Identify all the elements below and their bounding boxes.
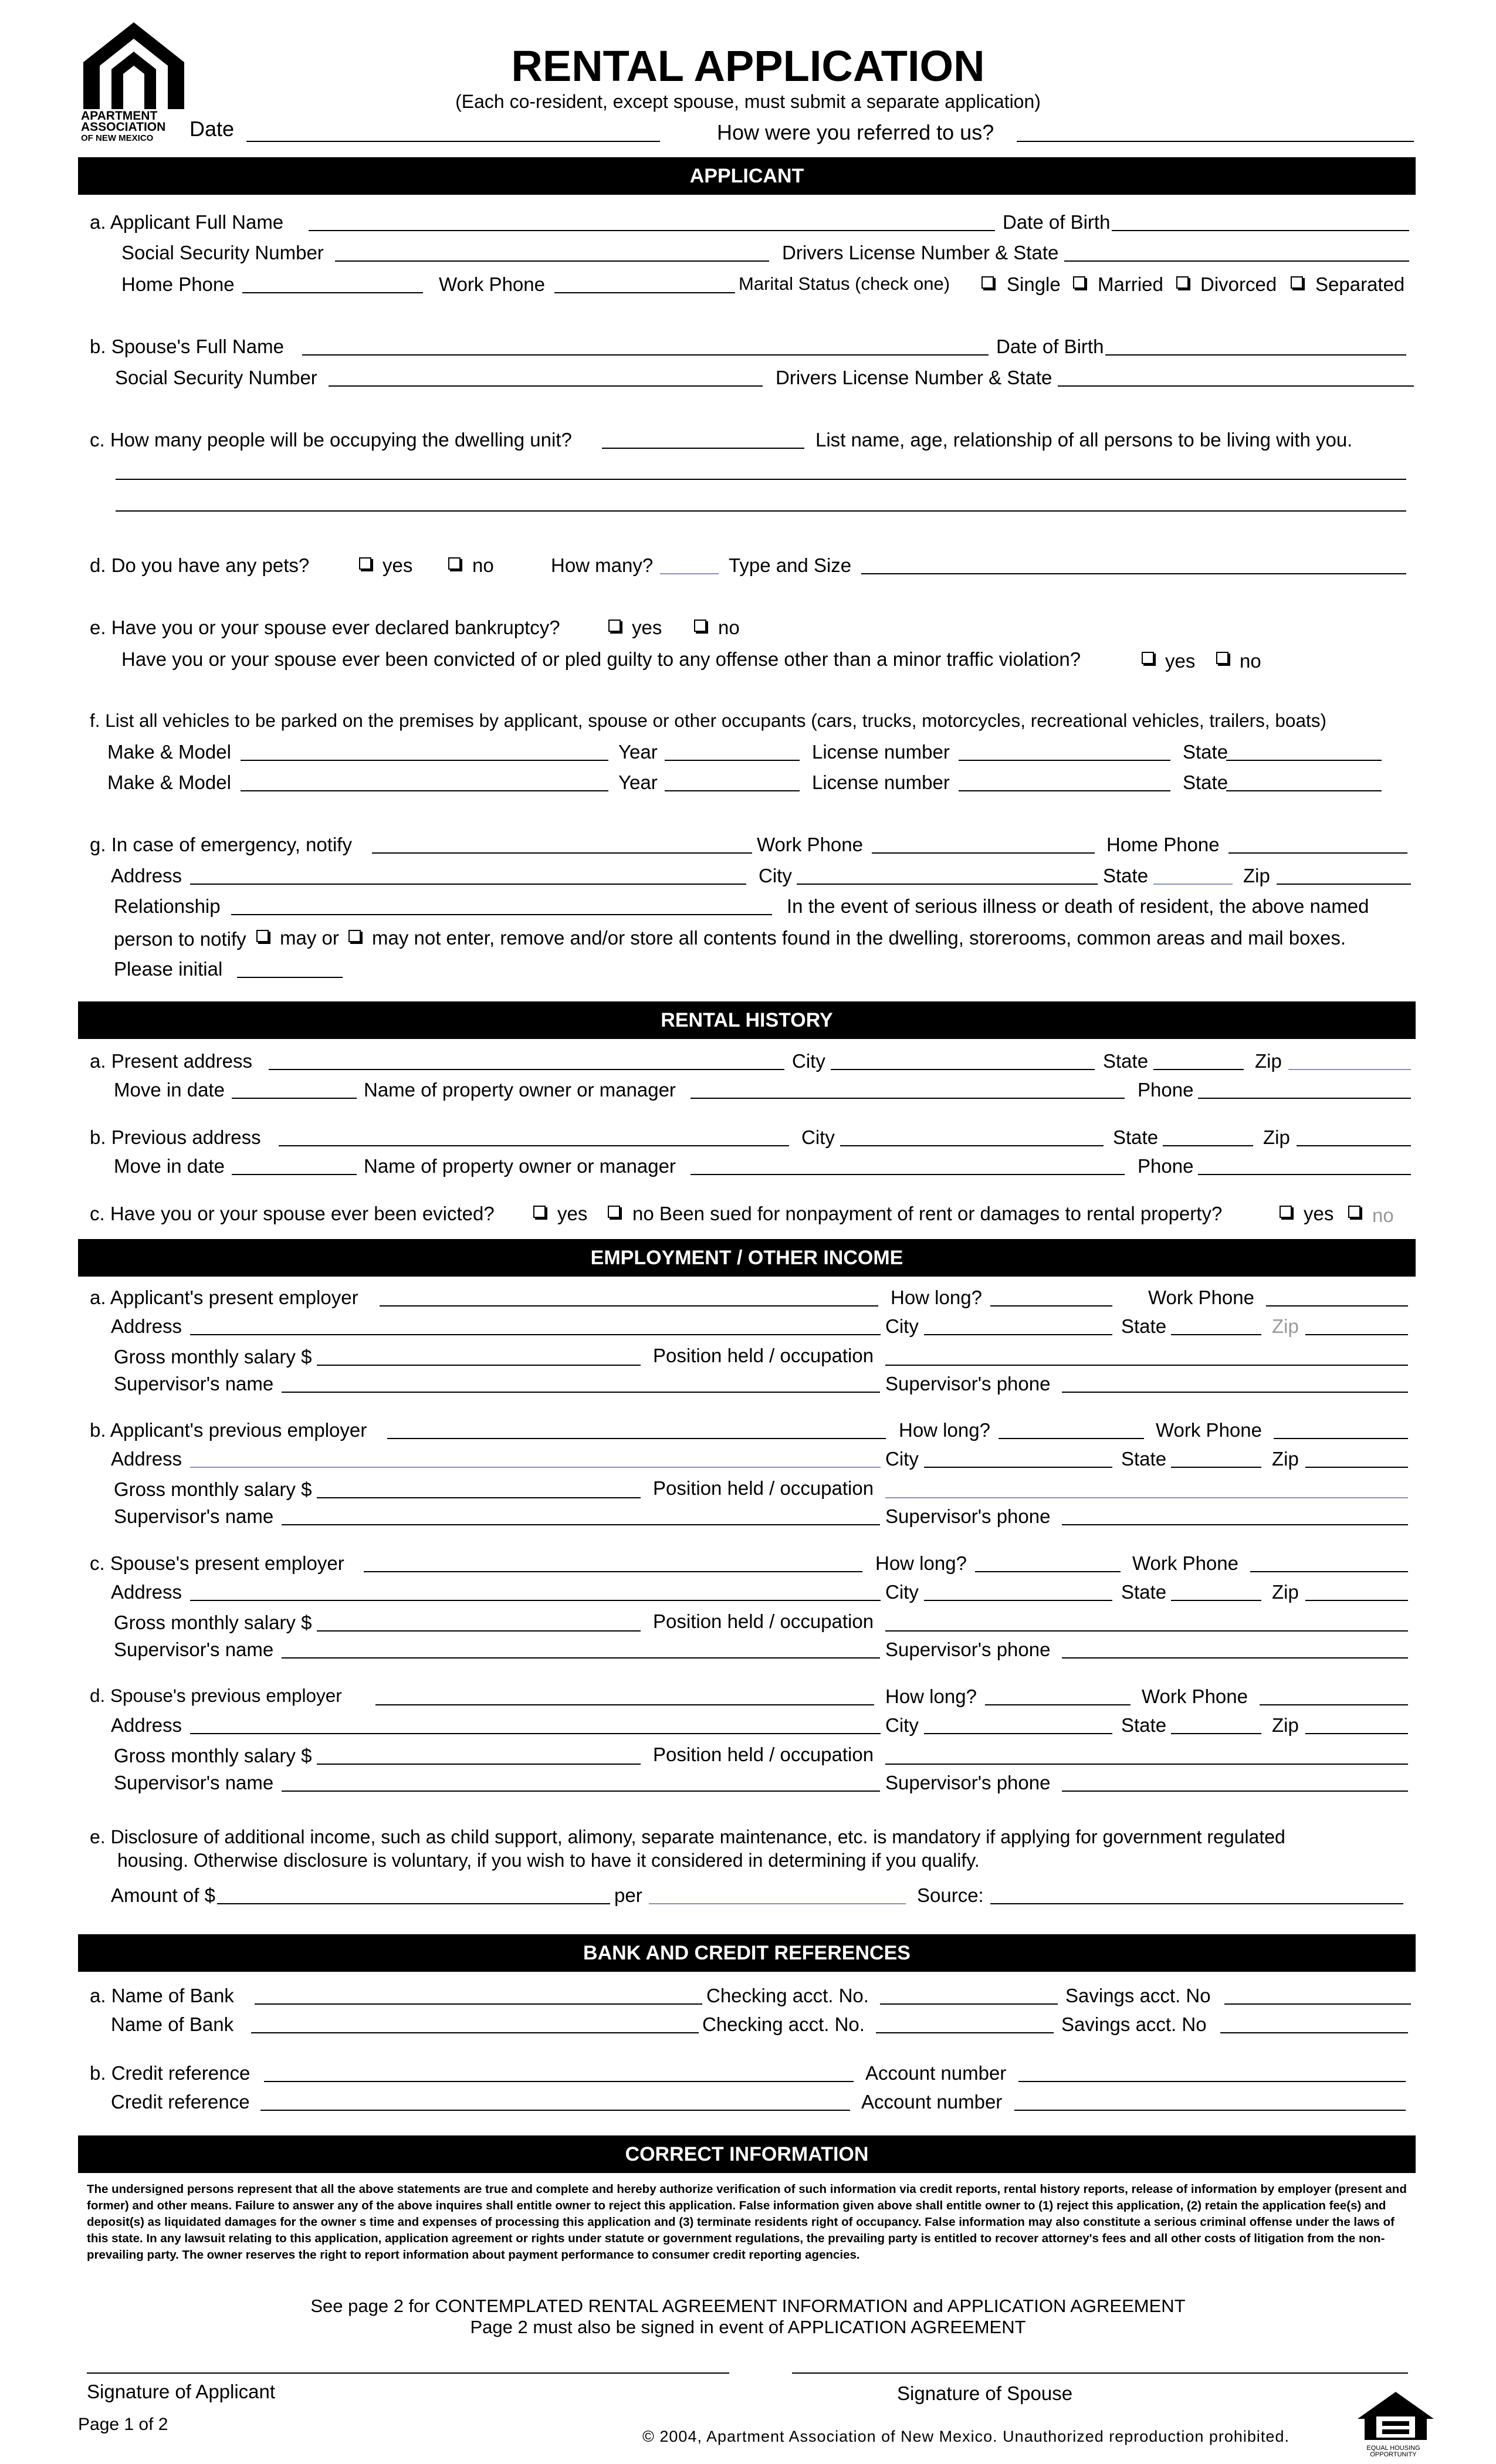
emp-d-supervisor-field[interactable]	[282, 1791, 880, 1792]
present-city-label: City	[792, 1050, 825, 1072]
emergency-event-text: In the event of serious illness or death of resident, the above named	[787, 895, 1369, 917]
spouse-dob-field[interactable]	[1105, 354, 1406, 356]
evicted-yes-label: yes	[557, 1203, 588, 1224]
previous-city-field[interactable]	[840, 1145, 1104, 1146]
bank2-savings-field[interactable]	[1220, 2032, 1408, 2033]
emp-d-work-phone-label: Work Phone	[1142, 1685, 1248, 1707]
source-field[interactable]	[990, 1903, 1403, 1904]
may-not-checkbox[interactable]	[348, 930, 361, 942]
emp-d-address-label: Address	[111, 1714, 182, 1736]
emp-a-state-field[interactable]	[1171, 1334, 1261, 1335]
emp-b-employer-field[interactable]	[387, 1438, 886, 1439]
credit2-field[interactable]	[260, 2110, 850, 2111]
credit1-field[interactable]	[264, 2081, 854, 2082]
page-number: Page 1 of 2	[78, 2415, 168, 2434]
emp-d-supervisor-label: Supervisor's name	[114, 1772, 274, 1793]
emp-c-work-phone-label: Work Phone	[1132, 1552, 1238, 1574]
occupants-line-1[interactable]	[116, 479, 1406, 480]
vehicle1-state-label: State	[1183, 741, 1228, 763]
bankruptcy-no-label: no	[718, 617, 740, 638]
date-label: Date	[189, 117, 235, 141]
present-move-in-label: Move in date	[114, 1079, 225, 1101]
emp-b-work-phone-field[interactable]	[1274, 1438, 1408, 1439]
married-label: Married	[1098, 273, 1163, 295]
emp-d-position-label: Position held / occupation	[653, 1744, 874, 1765]
bank1-checking-label: Checking acct. No.	[706, 1985, 869, 2006]
emp-a-state-label: State	[1121, 1315, 1167, 1337]
present-owner-field[interactable]	[691, 1098, 1125, 1099]
emp-c-sup-phone-label: Supervisor's phone	[885, 1639, 1051, 1660]
vehicle1-year-label: Year	[618, 741, 658, 763]
emp-c-gross-label: Gross monthly salary $	[114, 1612, 312, 1633]
emergency-name-field[interactable]	[372, 852, 752, 854]
emp-b-gross-field[interactable]	[317, 1497, 641, 1498]
disclosure-text-2: housing. Otherwise disclosure is voluntary, if you wish to have it considered in determining if you qualify.	[117, 1850, 980, 1871]
previous-address-field[interactable]	[279, 1145, 789, 1146]
vehicle2-license-field[interactable]	[959, 790, 1170, 791]
emp-a-city-field[interactable]	[924, 1334, 1112, 1335]
present-zip-label: Zip	[1255, 1050, 1282, 1072]
emp-b-city-field[interactable]	[924, 1467, 1112, 1468]
emp-d-city-label: City	[885, 1714, 919, 1736]
per-label: per	[614, 1884, 642, 1906]
bank2-checking-label: Checking acct. No.	[702, 2013, 865, 2035]
amount-field[interactable]	[217, 1903, 610, 1904]
emp-a-address-label: Address	[111, 1315, 182, 1337]
applicant-ssn-field[interactable]	[335, 260, 769, 262]
emp-b-zip-field[interactable]	[1305, 1467, 1408, 1468]
pets-type-label: Type and Size	[729, 554, 852, 576]
previous-address-label: b. Previous address	[90, 1126, 261, 1148]
previous-owner-label: Name of property owner or manager	[364, 1155, 676, 1177]
previous-zip-label: Zip	[1263, 1126, 1290, 1148]
credit1-label: b. Credit reference	[90, 2062, 251, 2084]
emp-c-position-field[interactable]	[885, 1630, 1408, 1632]
single-checkbox[interactable]	[981, 276, 994, 289]
fine-print: The undersigned persons represent that all the above statements are true and complete and hereby authorize verification of such information via credit reports, rental history reports, release of information by employer (present and former) and other means. Failure to answer any of the above inquires shall entitle owner to reject this application. False information given above shall entitle owner to (1) reject this application, (2) retain the application fee(s) and deposit(s) as liquidated damages for the owner s time and expenses of processing this application and (3) terminate residents right of occupancy. False information may also constitute a serious criminal offense under the laws of this state. In any lawsuit relating to this application, application agreement or rights under statute or government regulations, the prevailing party is entitled to recover attorney's fees and all other costs of litigation from the non-prevailing party. The owner reserves the right to report information about payment performance to consumer credit reporting agencies.	[87, 2182, 1407, 2262]
emp-a-sup-phone-label: Supervisor's phone	[885, 1373, 1051, 1395]
emp-a-work-phone-field[interactable]	[1266, 1305, 1408, 1307]
emp-c-address-field[interactable]	[190, 1600, 881, 1601]
emp-a-label: a. Applicant's present employer	[90, 1287, 358, 1308]
sued-no-checkbox[interactable]	[1348, 1206, 1360, 1218]
applicant-name-label: a. Applicant Full Name	[90, 211, 284, 233]
present-state-label: State	[1103, 1050, 1149, 1072]
present-address-label: a. Present address	[90, 1050, 252, 1072]
bankruptcy-yes-checkbox[interactable]	[608, 620, 621, 632]
bankruptcy-no-checkbox[interactable]	[694, 620, 706, 632]
conviction-no-label: no	[1240, 650, 1261, 672]
emp-a-zip-field[interactable]	[1305, 1334, 1408, 1335]
pets-no-label: no	[472, 554, 494, 576]
emp-a-city-label: City	[885, 1315, 919, 1337]
emp-a-position-label: Position held / occupation	[653, 1345, 874, 1366]
emp-c-city-field[interactable]	[924, 1600, 1112, 1601]
emergency-question: g. In case of emergency, notify	[90, 834, 352, 855]
spouse-dl-label: Drivers License Number & State	[776, 367, 1052, 388]
spouse-dl-field[interactable]	[1058, 385, 1414, 387]
emp-a-sup-phone-field[interactable]	[1062, 1392, 1408, 1393]
section-applicant: APPLICANT	[78, 157, 1416, 195]
occupants-count-field[interactable]	[602, 448, 804, 449]
vehicle2-make-label: Make & Model	[107, 771, 231, 793]
emp-d-label: d. Spouse's previous employer	[90, 1685, 342, 1706]
applicant-dob-field[interactable]	[1112, 230, 1409, 231]
emp-c-gross-field[interactable]	[317, 1630, 641, 1632]
emp-a-employer-field[interactable]	[380, 1305, 878, 1307]
pets-no-checkbox[interactable]	[448, 557, 461, 570]
equal-housing-text: EQUAL HOUSING OPPORTUNITY	[1366, 2445, 1420, 2458]
emp-b-state-field[interactable]	[1171, 1467, 1261, 1468]
emergency-work-phone-field[interactable]	[872, 852, 1095, 854]
work-phone-field[interactable]	[554, 292, 735, 293]
emp-d-sup-phone-label: Supervisor's phone	[885, 1772, 1051, 1793]
equal-housing-icon	[1355, 2391, 1436, 2446]
present-address-field[interactable]	[269, 1069, 784, 1070]
present-phone-label: Phone	[1138, 1079, 1194, 1101]
spouse-name-label: b. Spouse's Full Name	[90, 336, 284, 357]
section-rental-history: RENTAL HISTORY	[78, 1001, 1416, 1039]
emp-d-gross-label: Gross monthly salary $	[114, 1745, 312, 1766]
emp-a-how-long-label: How long?	[891, 1287, 982, 1308]
applicant-name-field[interactable]	[309, 230, 995, 231]
previous-state-label: State	[1113, 1126, 1159, 1148]
applicant-dl-field[interactable]	[1064, 260, 1409, 262]
emp-b-supervisor-field[interactable]	[282, 1524, 880, 1525]
vehicle1-license-label: License number	[812, 741, 950, 763]
emp-d-how-long-field[interactable]	[985, 1704, 1131, 1705]
vehicle2-year-field[interactable]	[665, 790, 800, 791]
separated-checkbox[interactable]	[1291, 276, 1303, 289]
bank1-name-field[interactable]	[255, 2003, 702, 2005]
emp-d-employer-field[interactable]	[375, 1704, 874, 1705]
emp-c-supervisor-field[interactable]	[282, 1657, 880, 1659]
referred-label: How were you referred to us?	[717, 120, 994, 144]
vehicle1-make-field[interactable]	[241, 760, 608, 761]
bank2-checking-field[interactable]	[876, 2032, 1054, 2033]
emergency-zip-field[interactable]	[1277, 884, 1411, 885]
vehicle2-state-field[interactable]	[1226, 790, 1382, 791]
pets-question: d. Do you have any pets?	[90, 554, 310, 576]
emp-c-employer-field[interactable]	[364, 1571, 862, 1572]
emp-d-state-field[interactable]	[1171, 1733, 1261, 1734]
emp-b-address-label: Address	[111, 1448, 182, 1470]
copyright: © 2004, Apartment Association of New Mexico. Unauthorized reproduction prohibited.	[642, 2428, 1289, 2445]
pets-yes-label: yes	[383, 554, 413, 576]
emergency-relationship-field[interactable]	[231, 914, 772, 915]
applicant-ssn-label: Social Security Number	[121, 242, 324, 263]
emp-b-address-field[interactable]	[190, 1467, 881, 1468]
married-checkbox[interactable]	[1073, 276, 1085, 289]
emp-a-position-field[interactable]	[885, 1365, 1408, 1366]
credit2-label: Credit reference	[111, 2091, 250, 2113]
emergency-address-label: Address	[111, 865, 182, 886]
emp-a-gross-field[interactable]	[317, 1365, 641, 1366]
applicant-dl-label: Drivers License Number & State	[782, 242, 1059, 263]
emp-b-work-phone-label: Work Phone	[1156, 1419, 1262, 1441]
may-or-label: may or	[280, 927, 339, 949]
emp-b-zip-label: Zip	[1272, 1448, 1299, 1470]
emp-c-label: c. Spouse's present employer	[90, 1552, 344, 1574]
evicted-question: c. Have you or your spouse ever been evicted?	[90, 1203, 495, 1224]
emp-d-gross-field[interactable]	[317, 1764, 641, 1765]
date-field[interactable]	[246, 141, 660, 142]
occupants-question: c. How many people will be occupying the dwelling unit?	[90, 429, 572, 451]
amount-label: Amount of $	[111, 1884, 215, 1906]
vehicles-question: f. List all vehicles to be parked on the premises by applicant, spouse or other occupants (cars, trucks, motorcycles, recreational vehicles, trailers, boats)	[90, 710, 1326, 731]
emp-c-state-field[interactable]	[1171, 1600, 1261, 1601]
please-initial-label: Please initial	[114, 958, 223, 980]
emp-c-state-label: State	[1121, 1581, 1167, 1603]
emp-b-how-long-label: How long?	[899, 1419, 990, 1441]
conviction-yes-label: yes	[1165, 650, 1196, 672]
emp-b-position-field[interactable]	[885, 1497, 1408, 1498]
evicted-yes-checkbox[interactable]	[533, 1206, 546, 1218]
emp-a-work-phone-label: Work Phone	[1148, 1287, 1254, 1308]
sued-question: no Been sued for nonpayment of rent or damages to rental property?	[632, 1203, 1223, 1224]
separated-label: Separated	[1315, 273, 1405, 295]
emp-b-sup-phone-field[interactable]	[1062, 1524, 1408, 1525]
bankruptcy-question: e. Have you or your spouse ever declared bankruptcy?	[90, 617, 560, 638]
present-phone-field[interactable]	[1198, 1098, 1411, 1099]
divorced-label: Divorced	[1200, 273, 1277, 295]
emergency-state-field[interactable]	[1153, 884, 1233, 885]
emp-a-gross-label: Gross monthly salary $	[114, 1346, 312, 1368]
emp-a-zip-label: Zip	[1272, 1315, 1299, 1337]
emp-c-city-label: City	[885, 1581, 919, 1603]
emp-b-gross-label: Gross monthly salary $	[114, 1478, 312, 1500]
previous-move-in-label: Move in date	[114, 1155, 225, 1177]
previous-phone-field[interactable]	[1198, 1174, 1411, 1175]
bank1-savings-field[interactable]	[1224, 2003, 1411, 2005]
referred-field[interactable]	[1017, 141, 1414, 142]
evicted-no-checkbox[interactable]	[608, 1206, 620, 1218]
pets-how-many-label: How many?	[551, 554, 654, 576]
vehicle2-license-label: License number	[812, 771, 950, 793]
emp-d-position-field[interactable]	[885, 1764, 1408, 1765]
occupants-line-2[interactable]	[116, 510, 1406, 512]
person-to-notify-label: person to notify	[114, 928, 246, 950]
logo-text: APARTMENT ASSOCIATION OF NEW MEXICO	[81, 109, 166, 143]
pets-type-field[interactable]	[861, 573, 1406, 574]
previous-move-in-field[interactable]	[232, 1174, 357, 1175]
emp-a-address-field[interactable]	[190, 1334, 881, 1335]
emergency-zip-label: Zip	[1243, 865, 1270, 886]
vehicle1-state-field[interactable]	[1226, 760, 1382, 761]
bank2-name-field[interactable]	[251, 2032, 699, 2033]
sued-yes-checkbox[interactable]	[1280, 1206, 1292, 1218]
emp-c-address-label: Address	[111, 1581, 182, 1603]
emergency-city-field[interactable]	[797, 884, 1098, 885]
emergency-home-phone-field[interactable]	[1228, 852, 1407, 854]
disclosure-text-1: e. Disclosure of additional income, such as child support, alimony, separate maintenance, etc. is mandatory if applying for government regulated	[90, 1826, 1285, 1847]
spouse-ssn-field[interactable]	[329, 385, 763, 387]
bankruptcy-yes-label: yes	[632, 617, 662, 638]
emp-a-supervisor-label: Supervisor's name	[114, 1373, 274, 1395]
marital-label: Marital Status (check one)	[739, 273, 950, 294]
emp-a-how-long-field[interactable]	[990, 1305, 1112, 1307]
present-owner-label: Name of property owner or manager	[364, 1079, 676, 1101]
page-2-signed-text: Page 2 must also be signed in event of APPLICATION AGREEMENT	[470, 2317, 1026, 2337]
previous-zip-field[interactable]	[1297, 1145, 1411, 1146]
vehicle1-year-field[interactable]	[665, 760, 800, 761]
home-phone-label: Home Phone	[121, 273, 235, 295]
emergency-work-phone-label: Work Phone	[757, 834, 863, 855]
vehicle2-make-field[interactable]	[241, 790, 608, 791]
applicant-dob-label: Date of Birth	[1003, 211, 1111, 233]
emergency-home-phone-label: Home Phone	[1106, 834, 1220, 855]
emp-d-address-field[interactable]	[190, 1733, 881, 1734]
work-phone-label: Work Phone	[439, 273, 545, 295]
emp-d-state-label: State	[1121, 1714, 1167, 1736]
previous-owner-field[interactable]	[691, 1174, 1125, 1175]
credit2-account-field[interactable]	[1014, 2110, 1406, 2111]
present-city-field[interactable]	[831, 1069, 1095, 1070]
emp-b-city-label: City	[885, 1448, 919, 1470]
bank1-name-label: a. Name of Bank	[90, 1985, 234, 2006]
emp-c-sup-phone-field[interactable]	[1062, 1657, 1408, 1659]
conviction-no-checkbox[interactable]	[1216, 652, 1228, 664]
emp-d-sup-phone-field[interactable]	[1062, 1791, 1408, 1792]
emp-c-zip-field[interactable]	[1305, 1600, 1408, 1601]
emergency-address-field[interactable]	[190, 884, 746, 885]
spouse-signature-field[interactable]	[792, 2372, 1408, 2374]
page-title: RENTAL APPLICATION	[511, 42, 985, 90]
spouse-ssn-label: Social Security Number	[115, 367, 317, 388]
emp-b-position-label: Position held / occupation	[653, 1477, 874, 1499]
previous-phone-label: Phone	[1138, 1155, 1194, 1177]
emp-c-position-label: Position held / occupation	[653, 1610, 874, 1632]
credit2-account-label: Account number	[861, 2091, 1003, 2113]
present-state-field[interactable]	[1153, 1069, 1244, 1070]
vehicle2-year-label: Year	[618, 771, 658, 793]
previous-state-field[interactable]	[1163, 1145, 1253, 1146]
divorced-checkbox[interactable]	[1176, 276, 1189, 289]
emergency-relationship-label: Relationship	[114, 895, 221, 917]
emp-b-sup-phone-label: Supervisor's phone	[885, 1505, 1051, 1527]
emp-b-supervisor-label: Supervisor's name	[114, 1505, 274, 1527]
vehicle1-license-field[interactable]	[959, 760, 1170, 761]
emp-b-state-label: State	[1121, 1448, 1167, 1470]
vehicle1-make-label: Make & Model	[107, 741, 231, 763]
emp-a-supervisor-field[interactable]	[282, 1392, 880, 1393]
pets-how-many-field[interactable]	[660, 573, 719, 574]
section-employment: EMPLOYMENT / OTHER INCOME	[78, 1239, 1416, 1277]
applicant-signature-label: Signature of Applicant	[87, 2381, 276, 2402]
credit1-account-field[interactable]	[1018, 2081, 1406, 2082]
sued-yes-label: yes	[1304, 1203, 1334, 1224]
applicant-signature-field[interactable]	[87, 2372, 729, 2374]
emp-c-how-long-label: How long?	[875, 1552, 967, 1574]
spouse-signature-label: Signature of Spouse	[897, 2382, 1073, 2404]
previous-city-label: City	[801, 1126, 835, 1148]
spouse-name-field[interactable]	[302, 354, 989, 356]
see-page-2-text: See page 2 for CONTEMPLATED RENTAL AGREEMENT INFORMATION and APPLICATION AGREEMENT	[310, 2296, 1186, 2316]
pets-yes-checkbox[interactable]	[359, 557, 371, 570]
may-not-text: may not enter, remove and/or store all contents found in the dwelling, storerooms, common areas and mail boxes.	[372, 927, 1346, 949]
emp-c-how-long-field[interactable]	[975, 1571, 1121, 1572]
emp-d-work-phone-field[interactable]	[1260, 1704, 1408, 1705]
emp-d-zip-field[interactable]	[1305, 1733, 1408, 1734]
present-move-in-field[interactable]	[232, 1098, 357, 1099]
spouse-dob-label: Date of Birth	[996, 336, 1104, 357]
sued-no-label: no	[1372, 1204, 1394, 1226]
source-label: Source:	[917, 1884, 984, 1906]
conviction-yes-checkbox[interactable]	[1142, 652, 1154, 664]
bank1-savings-label: Savings acct. No	[1065, 1985, 1211, 2006]
bank2-savings-label: Savings acct. No	[1061, 2013, 1207, 2035]
emp-d-how-long-label: How long?	[885, 1685, 977, 1707]
home-phone-field[interactable]	[242, 292, 423, 293]
page-subtitle: (Each co-resident, except spouse, must submit a separate application)	[455, 91, 1041, 112]
may-checkbox[interactable]	[256, 930, 269, 942]
present-zip-field[interactable]	[1288, 1069, 1411, 1070]
section-correct-information: CORRECT INFORMATION	[78, 2135, 1416, 2173]
occupants-list-label: List name, age, relationship of all persons to be living with you.	[815, 429, 1353, 451]
per-field[interactable]	[649, 1903, 906, 1904]
credit1-account-label: Account number	[865, 2062, 1007, 2084]
section-bank: BANK AND CREDIT REFERENCES	[78, 1934, 1416, 1972]
emp-c-zip-label: Zip	[1272, 1581, 1299, 1603]
emp-b-how-long-field[interactable]	[999, 1438, 1144, 1439]
emp-d-city-field[interactable]	[924, 1733, 1112, 1734]
initial-field[interactable]	[237, 977, 343, 978]
emp-d-zip-label: Zip	[1272, 1714, 1299, 1736]
emp-c-work-phone-field[interactable]	[1250, 1571, 1408, 1572]
conviction-question: Have you or your spouse ever been convicted of or pled guilty to any offense other than a minor traffic violation?	[121, 648, 1081, 670]
bank2-name-label: Name of Bank	[111, 2013, 234, 2035]
bank1-checking-field[interactable]	[880, 2003, 1058, 2005]
emp-b-label: b. Applicant's previous employer	[90, 1419, 367, 1441]
emergency-state-label: State	[1103, 865, 1149, 886]
vehicle2-state-label: State	[1183, 771, 1228, 793]
emp-c-supervisor-label: Supervisor's name	[114, 1639, 274, 1660]
emergency-city-label: City	[759, 865, 792, 886]
single-label: Single	[1007, 273, 1061, 295]
